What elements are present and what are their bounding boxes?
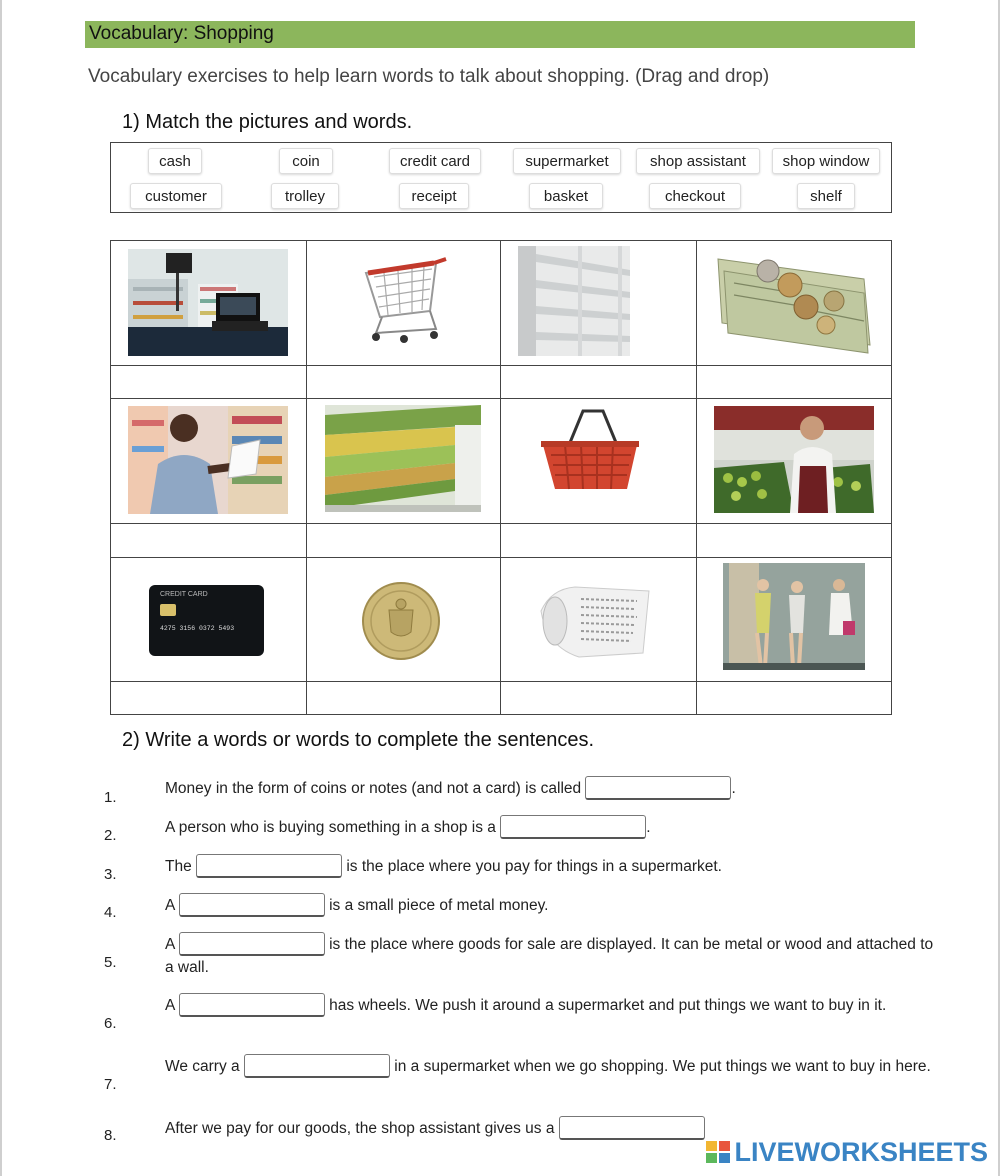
picture-credit-card [148, 584, 265, 657]
liveworksheets-brand [706, 1137, 988, 1168]
question-number: 2. [104, 827, 117, 844]
question-1 [165, 776, 925, 800]
credit-card-label: CREDIT CARD [160, 591, 208, 598]
drop-zone-12[interactable] [697, 682, 892, 714]
question-text: Money in the form of coins or notes (and not a card) is called [165, 780, 582, 797]
question-number: 8. [104, 1127, 117, 1144]
answer-input-5[interactable] [179, 932, 325, 956]
answer-input-3[interactable] [196, 854, 342, 878]
drop-zone-10[interactable] [307, 682, 499, 714]
question-text: in a supermarket when we go shopping. We put things we want to buy in here. [394, 1058, 931, 1075]
drop-zone-2[interactable] [307, 366, 499, 397]
word-chip-receipt[interactable]: receipt [399, 183, 469, 209]
picture-shop-assistant [714, 406, 874, 513]
picture-shop-window [723, 563, 865, 670]
picture-checkout [128, 249, 288, 356]
picture-receipt [531, 581, 656, 661]
question-text: A [165, 936, 175, 953]
word-chip-shop-assistant[interactable]: shop assistant [636, 148, 760, 174]
question-number: 4. [104, 904, 117, 921]
drop-zone-1[interactable] [112, 366, 305, 397]
word-chip-credit-card[interactable]: credit card [389, 148, 481, 174]
answer-input-6[interactable] [179, 993, 325, 1017]
picture-supermarket [325, 405, 481, 512]
word-bank [110, 142, 892, 213]
picture-grid [110, 240, 892, 715]
question-text: A [165, 997, 175, 1014]
liveworksheets-logo-icon [706, 1141, 732, 1165]
question-number: 1. [104, 789, 117, 806]
page-title: Vocabulary: Shopping [85, 21, 915, 48]
drop-zone-3[interactable] [501, 366, 695, 397]
question-text: is a small piece of metal money. [329, 897, 549, 914]
word-chip-supermarket[interactable]: supermarket [513, 148, 621, 174]
section-1-heading: 1) Match the pictures and words. [122, 111, 413, 133]
section-2-heading: 2) Write a words or words to complete the sentences. [122, 729, 595, 751]
answer-input-2[interactable] [500, 815, 646, 839]
drop-zone-8[interactable] [697, 524, 892, 556]
question-text: has wheels. We push it around a supermarket and put things we want to buy in it. [329, 997, 887, 1014]
answer-input-7[interactable] [244, 1054, 390, 1078]
question-text: is the place where goods for sale are displayed. It can be metal or wood and attached to a wall. [165, 936, 934, 976]
question-text: A [165, 897, 175, 914]
picture-cash [714, 249, 874, 357]
question-text: After we pay for our goods, the shop assistant gives us a [165, 1120, 555, 1137]
question-text: The [165, 858, 192, 875]
drop-zone-5[interactable] [112, 524, 305, 556]
question-4 [165, 893, 925, 917]
question-text: We carry a [165, 1058, 240, 1075]
answer-input-1[interactable] [585, 776, 731, 800]
answer-input-8[interactable] [559, 1116, 705, 1140]
question-7 [165, 1054, 935, 1078]
drop-zone-7[interactable] [501, 524, 695, 556]
word-chip-customer[interactable]: customer [130, 183, 222, 209]
picture-trolley [356, 255, 451, 347]
word-chip-cash[interactable]: cash [148, 148, 202, 174]
picture-customer [128, 406, 288, 514]
word-chip-trolley[interactable]: trolley [271, 183, 339, 209]
answer-input-4[interactable] [179, 893, 325, 917]
drop-zone-11[interactable] [501, 682, 695, 714]
question-text: . [731, 780, 736, 797]
word-chip-shop-window[interactable]: shop window [772, 148, 880, 174]
word-chip-checkout[interactable]: checkout [649, 183, 741, 209]
drop-zone-9[interactable] [112, 682, 305, 714]
page-subtitle: Vocabulary exercises to help learn words to talk about shopping. (Drag and drop) [88, 66, 770, 87]
word-chip-basket[interactable]: basket [529, 183, 603, 209]
picture-coin [361, 580, 441, 662]
drop-zone-4[interactable] [697, 366, 892, 397]
brand-name: LIVEWORKSHEETS [734, 1137, 988, 1167]
question-number: 6. [104, 1015, 117, 1032]
question-text: is the place where you pay for things in a supermarket. [346, 858, 722, 875]
question-text: A person who is buying something in a shop is a [165, 819, 496, 836]
question-number: 3. [104, 866, 117, 883]
credit-card-number: 4275 3156 0372 5493 [160, 625, 235, 632]
drop-zone-6[interactable] [307, 524, 499, 556]
question-number: 5. [104, 954, 117, 971]
question-2 [165, 815, 925, 839]
question-text: . [646, 819, 651, 836]
question-number: 7. [104, 1076, 117, 1093]
question-3 [165, 854, 925, 878]
word-chip-coin[interactable]: coin [279, 148, 333, 174]
question-6 [165, 993, 935, 1017]
picture-shelf [518, 246, 630, 356]
question-5 [165, 932, 935, 979]
word-chip-shelf[interactable]: shelf [797, 183, 855, 209]
picture-basket [535, 405, 645, 505]
